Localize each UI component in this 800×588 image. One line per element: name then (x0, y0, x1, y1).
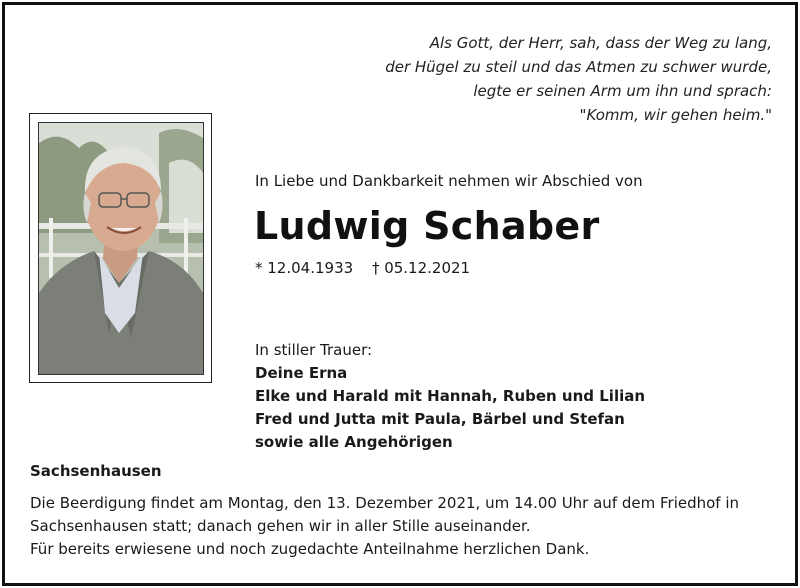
notice-line: Die Beerdigung findet am Montag, den 13. Dezember 2021, um 14.00 Uhr auf dem Friedhof in (30, 494, 740, 512)
life-dates (255, 259, 470, 277)
portrait-frame (29, 113, 212, 383)
town-name: Sachsenhausen (30, 462, 162, 480)
poem (385, 31, 772, 127)
intro-text: In Liebe und Dankbarkeit nehmen wir Abschied von (255, 172, 643, 190)
funeral-notice (30, 492, 739, 561)
poem-line: Als Gott, der Herr, sah, dass der Weg zu lang, (429, 34, 772, 52)
birth-date: * 12.04.1933 (255, 259, 354, 277)
mourners-heading: In stiller Trauer: (255, 341, 373, 359)
mourner-line: Elke und Harald mit Hannah, Ruben und Lilian (255, 387, 646, 405)
mourner-line: sowie alle Angehörigen (255, 433, 453, 451)
poem-line: "Komm, wir gehen heim." (579, 106, 772, 124)
portrait-photo (38, 122, 204, 375)
notice-line: Für bereits erwiesene und noch zugedachte Anteilnahme herzlichen Dank. (30, 540, 590, 558)
poem-line: legte er seinen Arm um ihn und sprach: (473, 82, 772, 100)
notice-line: Sachsenhausen statt; danach gehen wir in aller Stille auseinander. (30, 517, 531, 535)
mourner-line: Deine Erna (255, 364, 348, 382)
mourner-line: Fred und Jutta mit Paula, Bärbel und Stefan (255, 410, 625, 428)
mourners-block (255, 339, 645, 454)
poem-line: der Hügel zu steil und das Atmen zu schwer wurde, (385, 58, 772, 76)
death-date: † 05.12.2021 (371, 259, 471, 277)
deceased-name: Ludwig Schaber (254, 204, 600, 248)
